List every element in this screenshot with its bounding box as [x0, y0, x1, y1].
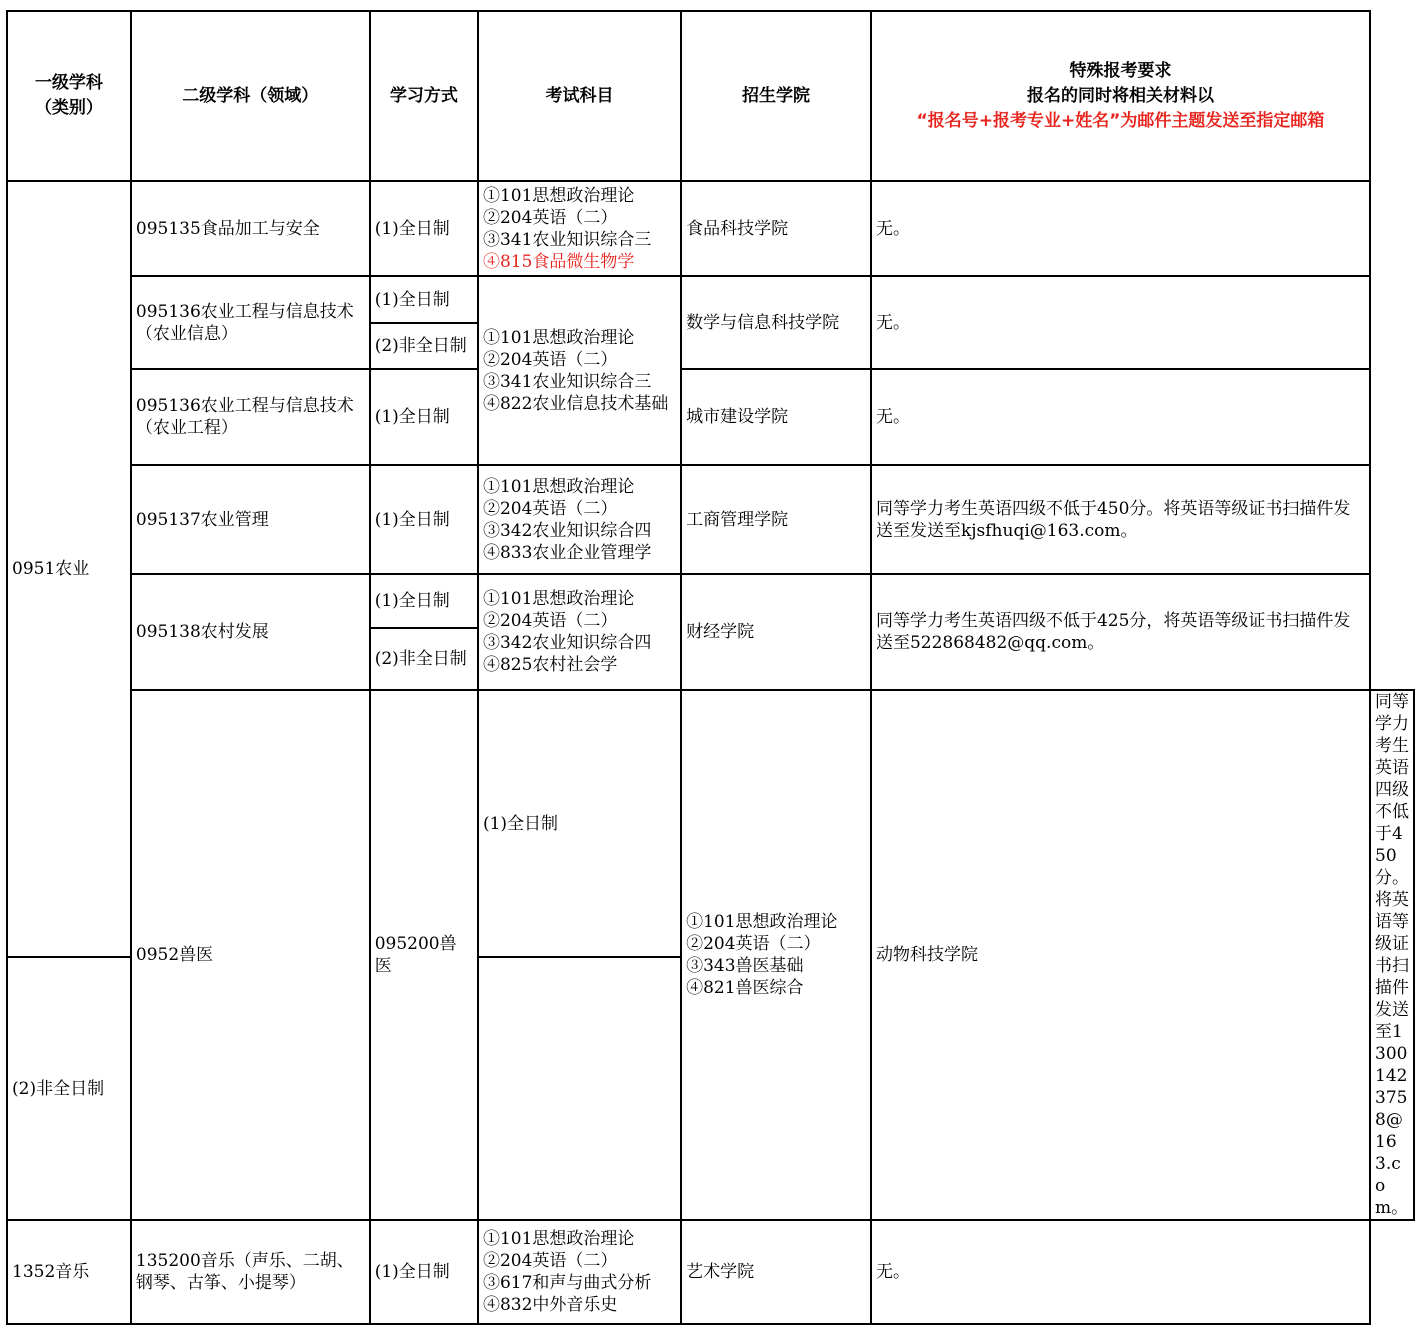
exam-cell: ①101思想政治理论 ②204英语（二） ③341农业知识综合三 ④815食品微生物学 [478, 181, 681, 276]
college-cell: 数学与信息科技学院 [681, 276, 871, 369]
exam-cell: ①101思想政治理论 ②204英语（二） ③342农业知识综合四 ④833农业企业管理学 [478, 465, 681, 574]
table-row [7, 690, 1414, 957]
mode-cell: (2)非全日制 [370, 628, 478, 690]
subject-cell: 095200兽医 [370, 690, 478, 1220]
requirement-cell: 同等学力考生英语四级不低于450分。将英语等级证书扫描件发送至13001423758@163.com。 [1370, 690, 1414, 1220]
subject-cell: 095135食品加工与安全 [131, 181, 370, 276]
college-cell: 财经学院 [681, 574, 871, 690]
header-exam-subjects: 考试科目 [478, 11, 681, 181]
header-college: 招生学院 [681, 11, 871, 181]
requirement-cell: 同等学力考生英语四级不低于450分。将英语等级证书扫描件发送至发送至kjsfhuqi@163.com。 [871, 465, 1370, 574]
group-cell-veterinary: 0952兽医 [131, 690, 370, 1220]
header-study-mode: 学习方式 [370, 11, 478, 181]
subject-cell: 095138农村发展 [131, 574, 370, 690]
mode-cell: (1)全日制 [370, 181, 478, 276]
college-cell: 工商管理学院 [681, 465, 871, 574]
requirement-cell: 无。 [871, 276, 1370, 369]
mode-cell: (2)非全日制 [370, 323, 478, 369]
exam-cell: ①101思想政治理论 ②204英语（二） ③342农业知识综合四 ④825农村社会学 [478, 574, 681, 690]
header-special-requirements: 特殊报考要求 报名的同时将相关材料以 “报名号+报考专业+姓名”为邮件主题发送至指定邮箱 [871, 11, 1370, 181]
table-row [7, 1220, 1414, 1324]
header-row [7, 11, 1414, 181]
subject-cell: 095137农业管理 [131, 465, 370, 574]
requirement-cell: 无。 [871, 369, 1370, 465]
exam-cell: ①101思想政治理论 ②204英语（二） ③617和声与曲式分析 ④832中外音乐史 [478, 1220, 681, 1324]
table-row [7, 181, 1414, 276]
requirement-cell: 无。 [871, 181, 1370, 276]
requirement-cell: 同等学力考生英语四级不低于425分，将英语等级证书扫描件发送至522868482@qq.com。 [871, 574, 1370, 690]
exam-cell-shared: ①101思想政治理论 ②204英语（二） ③341农业知识综合三 ④822农业信息技术基础 [478, 276, 681, 465]
group-cell-agriculture: 0951农业 [7, 181, 131, 957]
subject-cell: 095136农业工程与信息技术（农业信息） [131, 276, 370, 369]
mode-cell: (1)全日制 [370, 574, 478, 628]
requirement-cell: 无。 [871, 1220, 1370, 1324]
header-secondary-discipline: 二级学科（领域） [131, 11, 370, 181]
group-cell-music: 1352音乐 [7, 1220, 131, 1324]
mode-cell: (2)非全日制 [7, 957, 131, 1220]
admission-table [6, 10, 1415, 1325]
table-row [7, 465, 1414, 574]
mode-cell: (1)全日制 [478, 690, 681, 957]
subject-cell: 095136农业工程与信息技术（农业工程） [131, 369, 370, 465]
college-cell: 城市建设学院 [681, 369, 871, 465]
exam-cell: ①101思想政治理论 ②204英语（二） ③343兽医基础 ④821兽医综合 [681, 690, 871, 1220]
college-cell: 食品科技学院 [681, 181, 871, 276]
table-row [7, 276, 1414, 323]
mode-cell: (1)全日制 [370, 465, 478, 574]
mode-cell: (1)全日制 [370, 1220, 478, 1324]
table-row [7, 574, 1414, 628]
college-cell: 艺术学院 [681, 1220, 871, 1324]
header-primary-discipline: 一级学科 （类别） [7, 11, 131, 181]
subject-cell: 135200音乐（声乐、二胡、钢琴、古筝、小提琴） [131, 1220, 370, 1324]
mode-cell: (1)全日制 [370, 369, 478, 465]
mode-cell: (1)全日制 [370, 276, 478, 323]
college-cell: 动物科技学院 [871, 690, 1370, 1220]
table-row [7, 369, 1414, 465]
